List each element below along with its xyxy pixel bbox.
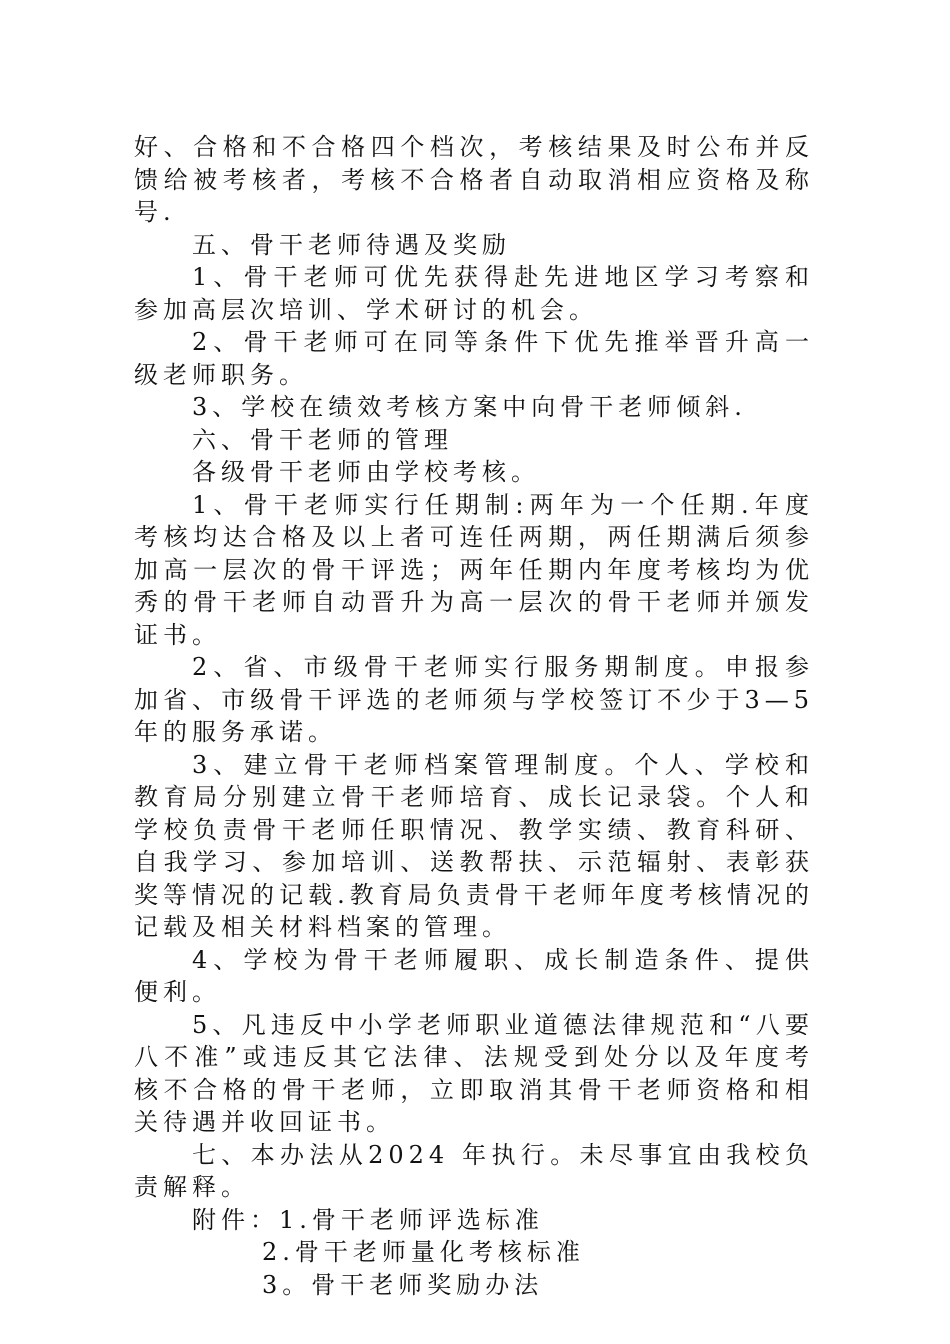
- attachment-item: 2.骨干老师量化考核标准: [262, 1238, 585, 1266]
- paragraph: 5、凡违反中小学老师职业道德法律规范和“八要八不准”或违反其它法律、法规受到处分以及年度考核不合格的骨干老师，立即取消其骨干老师资格和相关待遇并收回证书。: [134, 1010, 814, 1136]
- attachment-label: 附件：: [192, 1205, 279, 1234]
- attachment-item: 3。骨干老师奖励办法: [262, 1270, 544, 1299]
- document-body: [134, 131, 814, 1301]
- paragraph: 1、骨干老师实行任期制:两年为一个任期.年度考核均达合格及以上者可连任两期，两任期满后须参加高一层次的骨干评选；两年任期内年度考核均为优秀的骨干老师自动晋升为高一层次的骨干老师并颁发证书。: [134, 490, 814, 649]
- paragraph-continuation: 好、合格和不合格四个档次，考核结果及时公布并反馈给被考核者，考核不合格者自动取消相应资格及称号.: [134, 133, 814, 226]
- paragraph: 2、省、市级骨干老师实行服务期制度。申报参加省、市级骨干评选的老师须与学校签订不少于3—5年的服务承诺。: [134, 653, 814, 746]
- section-heading-5: 五、骨干老师待遇及奖励: [192, 230, 511, 259]
- paragraph: 2、骨干老师可在同等条件下优先推举晋升高一级老师职务。: [134, 328, 814, 389]
- attachment-line-1: [134, 1204, 814, 1237]
- section-heading-7: 七、本办法从2024 年执行。未尽事宜由我校负责解释。: [134, 1140, 814, 1201]
- attachment-item: 1.骨干老师评选标准: [279, 1205, 544, 1234]
- paragraph: 3、建立骨干老师档案管理制度。个人、学校和教育局分别建立骨干老师培育、成长记录袋。个人和学校负责骨干老师任职情况、教学实绩、教育科研、自我学习、参加培训、送教帮扶、示范辐射、表彰获奖等情况的记载.教育局负责骨干老师年度考核情况的记载及相关材料档案的管理。: [134, 750, 814, 941]
- section-heading-6: 六、骨干老师的管理: [192, 425, 453, 454]
- paragraph: 3、学校在绩效考核方案中向骨干老师倾斜.: [192, 393, 747, 421]
- paragraph: 1、骨干老师可优先获得赴先进地区学习考察和参加高层次培训、学术研讨的机会。: [134, 263, 814, 324]
- paragraph: 各级骨干老师由学校考核。: [192, 458, 540, 486]
- paragraph: 4、学校为骨干老师履职、成长制造条件、提供便利。: [134, 945, 814, 1006]
